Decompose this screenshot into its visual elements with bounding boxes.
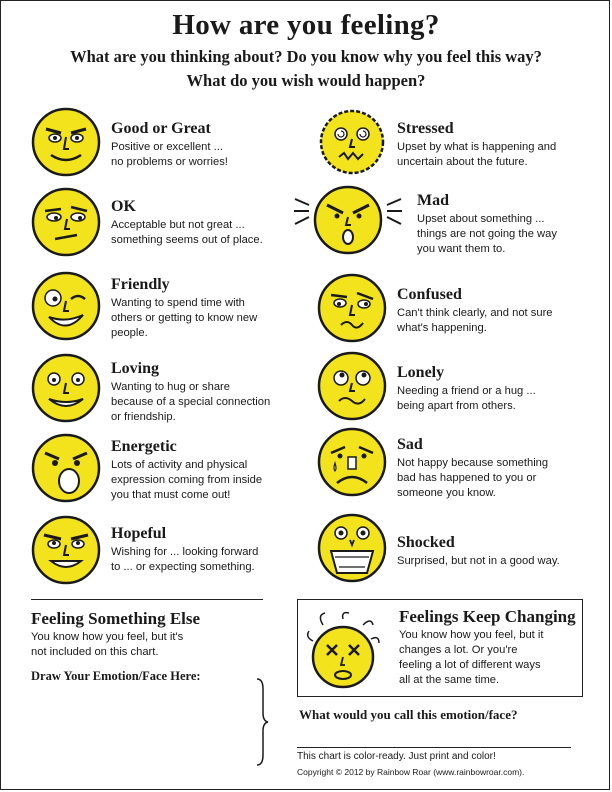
emotion-name: Lonely	[397, 364, 445, 381]
divider-line	[31, 599, 263, 600]
steam-left-icon	[293, 197, 311, 227]
emotion-name: Friendly	[111, 276, 170, 293]
emotion-name: Mad	[417, 192, 449, 209]
emotion-name: Good or Great	[111, 120, 211, 137]
footer-copyright: Copyright © 2012 by Rainbow Roar (www.rainbowroar.com).	[297, 767, 525, 777]
emotion-description: Surprised, but not in a good way.	[397, 555, 560, 567]
lonely-face-icon	[317, 351, 387, 421]
emotion-description: Acceptable but not great ... something seems out of place.	[111, 219, 263, 246]
feelings-keep-changing	[399, 607, 576, 688]
emotion-name: Sad	[397, 436, 423, 453]
emotion-description: Can't think clearly, and not sure what's happening.	[397, 307, 553, 334]
emotion-stressed	[397, 119, 556, 170]
friendly-face-icon	[31, 271, 101, 341]
emotion-name: Confused	[397, 286, 462, 303]
sad-face-icon	[317, 427, 387, 497]
emotion-description: Needing a friend or a hug ... being apart from others.	[397, 385, 536, 412]
emotion-name: Shocked	[397, 534, 455, 551]
emotion-name: Stressed	[397, 120, 454, 137]
emotion-name-prompt: What would you call this emotion/face?	[299, 707, 518, 722]
answer-line	[297, 747, 571, 748]
confused-face-icon	[317, 273, 387, 343]
emotion-description: Wishing for ... looking forward to ... or expecting something.	[111, 546, 259, 573]
emotion-confused	[397, 285, 553, 336]
emotion-sad	[397, 435, 548, 501]
emotion-energetic	[111, 437, 262, 503]
energetic-face-icon	[31, 433, 101, 503]
something-else-description: You know how you feel, but it's not included on this chart.	[31, 631, 184, 658]
stressed-face-icon	[317, 107, 387, 177]
emotion-description: Upset by what is happening and uncertain about the future.	[397, 141, 557, 168]
emotion-mad	[417, 191, 557, 257]
emotion-description: Lots of activity and physical expression coming from inside you that must come out!	[111, 459, 263, 501]
changing-face-icon	[305, 611, 381, 691]
emotion-description: Not happy because something bad has happened to you or someone you know.	[397, 457, 549, 499]
subtitle-line-1: What are you thinking about? Do you know why you feel this way?	[70, 47, 542, 66]
emotion-ok	[111, 197, 263, 248]
page-title: How are you feeling?	[172, 9, 440, 41]
steam-right-icon	[385, 197, 403, 227]
emotion-description: Wanting to hug or share because of a special connection or friendship.	[111, 381, 271, 423]
footer-color-note: This chart is color-ready. Just print and color!	[297, 751, 496, 762]
emotion-lonely	[397, 363, 536, 414]
subtitle-line-2: What do you wish would happen?	[186, 71, 426, 90]
something-else-heading: Feeling Something Else	[31, 609, 201, 628]
emotion-hopeful	[111, 524, 258, 575]
changing-heading: Feelings Keep Changing	[399, 607, 576, 626]
emotion-shocked	[397, 533, 560, 569]
emotion-description: Positive or excellent ... no problems or worries!	[111, 141, 228, 168]
loving-face-icon	[31, 353, 101, 423]
emotion-name: Loving	[111, 360, 160, 377]
hopeful-face-icon	[31, 515, 101, 585]
emotion-name: Energetic	[111, 438, 177, 455]
draw-prompt: Draw Your Emotion/Face Here:	[31, 669, 201, 683]
emotion-good-or-great	[111, 119, 228, 170]
ok-face-icon	[31, 187, 101, 257]
shocked-face-icon	[317, 513, 387, 583]
emotion-description: Upset about something ... things are not going the way you want them to.	[417, 213, 557, 255]
curly-brace-icon	[253, 677, 269, 767]
emotion-description: Wanting to spend time with others or getting to know new people.	[111, 297, 258, 339]
emotion-name: OK	[111, 198, 136, 215]
emotion-name: Hopeful	[111, 525, 167, 542]
feeling-something-else	[31, 609, 200, 660]
emotion-friendly	[111, 275, 257, 341]
changing-description: You know how you feel, but it changes a lot. Or you're feeling a lot of different ways all at the same time.	[399, 629, 544, 686]
mad-face-icon	[313, 185, 383, 255]
good-face-icon	[31, 107, 101, 177]
emotion-loving	[111, 359, 270, 425]
